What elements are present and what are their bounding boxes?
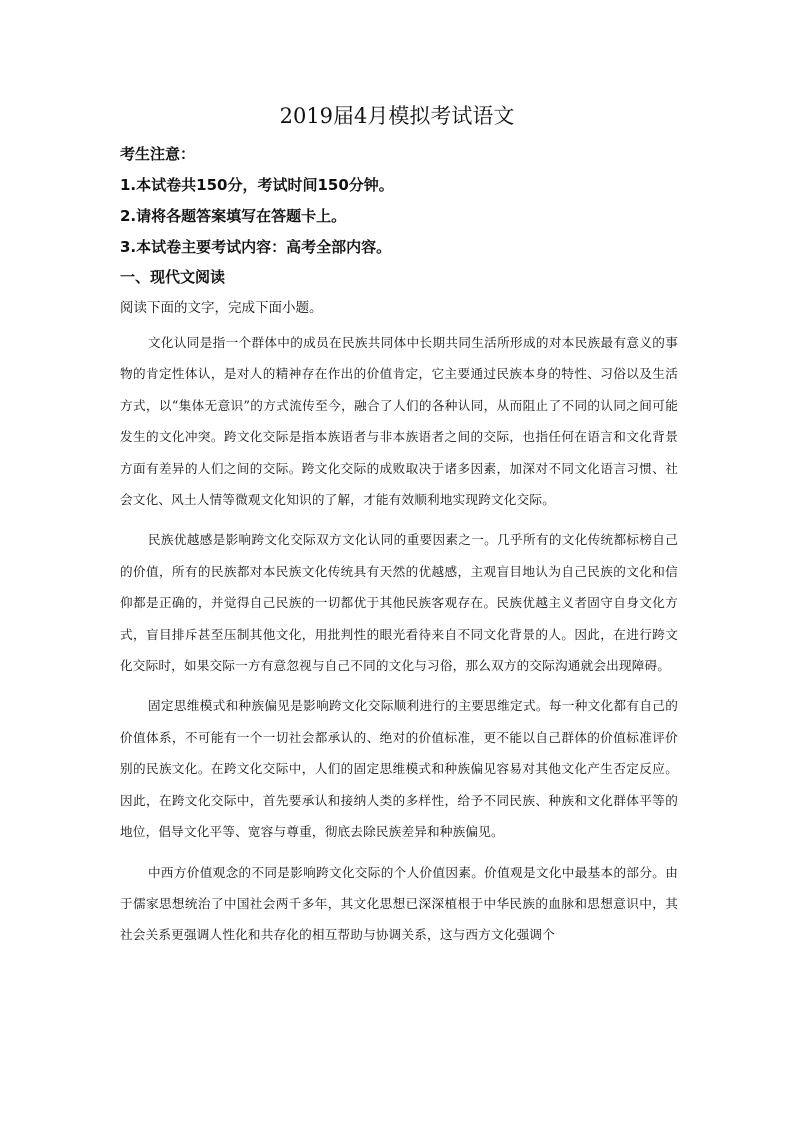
notice-item-3: 3.本试卷主要考试内容：高考全部内容。 <box>120 238 392 256</box>
notice-item-2: 2.请将各题答案填写在答题卡上。 <box>120 207 347 225</box>
exam-title: 2019届4月模拟考试语文 <box>279 104 515 128</box>
notice-item-1: 1.本试卷共150分，考试时间150分钟。 <box>120 176 394 194</box>
passage-paragraph-2: 民族优越感是影响跨文化交际双方文化认同的重要因素之一。几乎所有的文化传统都标榜自己的价值，所有的民族都对本民族文化传统具有天然的优越感，主观盲目地认为自己民族的文化和信仰都是正确的，并觉得自己民族的一切都优于其他民族客观存在。民族优越主义者固守自身文化方式，盲目排斥甚至压制其他文化，用批判性的眼光看待来自不同文化背景的人。因此，在进行跨文化交际时，如果交际一方有意忽视与自己不同的文化与习俗，那么双方的交际沟通就会出现障碍。 <box>120 532 678 674</box>
reading-instruction: 阅读下面的文字，完成下面小题。 <box>120 300 323 316</box>
passage-paragraph-3: 固定思维模式和种族偏见是影响跨文化交际顺利进行的主要思维定式。每一种文化都有自己的价值体系，不可能有一个一切社会都承认的、绝对的价值标准，更不能以自己群体的价值标准评价别的民族文化。在跨文化交际中，人们的固定思维模式和种族偏见容易对其他文化产生否定反应。因此，在跨文化交际中，首先要承认和接纳人类的多样性，给予不同民族、种族和文化群体平等的地位，倡导文化平等、宽容与尊重，彻底去除民族差异和种族偏见。 <box>120 698 678 840</box>
notice-heading: 考生注意： <box>120 145 196 163</box>
reading-passage <box>120 327 678 960</box>
section-heading: 一、现代文阅读 <box>120 268 226 286</box>
passage-paragraph-4: 中西方价值观念的不同是影响跨文化交际的个人价值因素。价值观是文化中最基本的部分。由于儒家思想统治了中国社会两千多年，其文化思想已深深植根于中华民族的血脉和思想意识中，其社会关系更强调人性化和共存化的相互帮助与协调关系，这与西方文化强调个 <box>120 864 678 943</box>
passage-paragraph-1: 文化认同是指一个群体中的成员在民族共同体中长期共同生活所形成的对本民族最有意义的事物的肯定性体认，是对人的精神存在作出的价值肯定，它主要通过民族本身的特性、习俗以及生活方式，以“集体无意识”的方式流传至今，融合了人们的各种认同，从而阻止了不同的认同之间可能发生的文化冲突。跨文化交际是指本族语者与非本族语者之间的交际，也指任何在语言和文化背景方面有差异的人们之间的交际。跨文化交际的成败取决于诸多因素，加深对不同文化语言习惯、社会文化、风土人情等微观文化知识的了解，才能有效顺利地实现跨文化交际。 <box>120 335 678 508</box>
